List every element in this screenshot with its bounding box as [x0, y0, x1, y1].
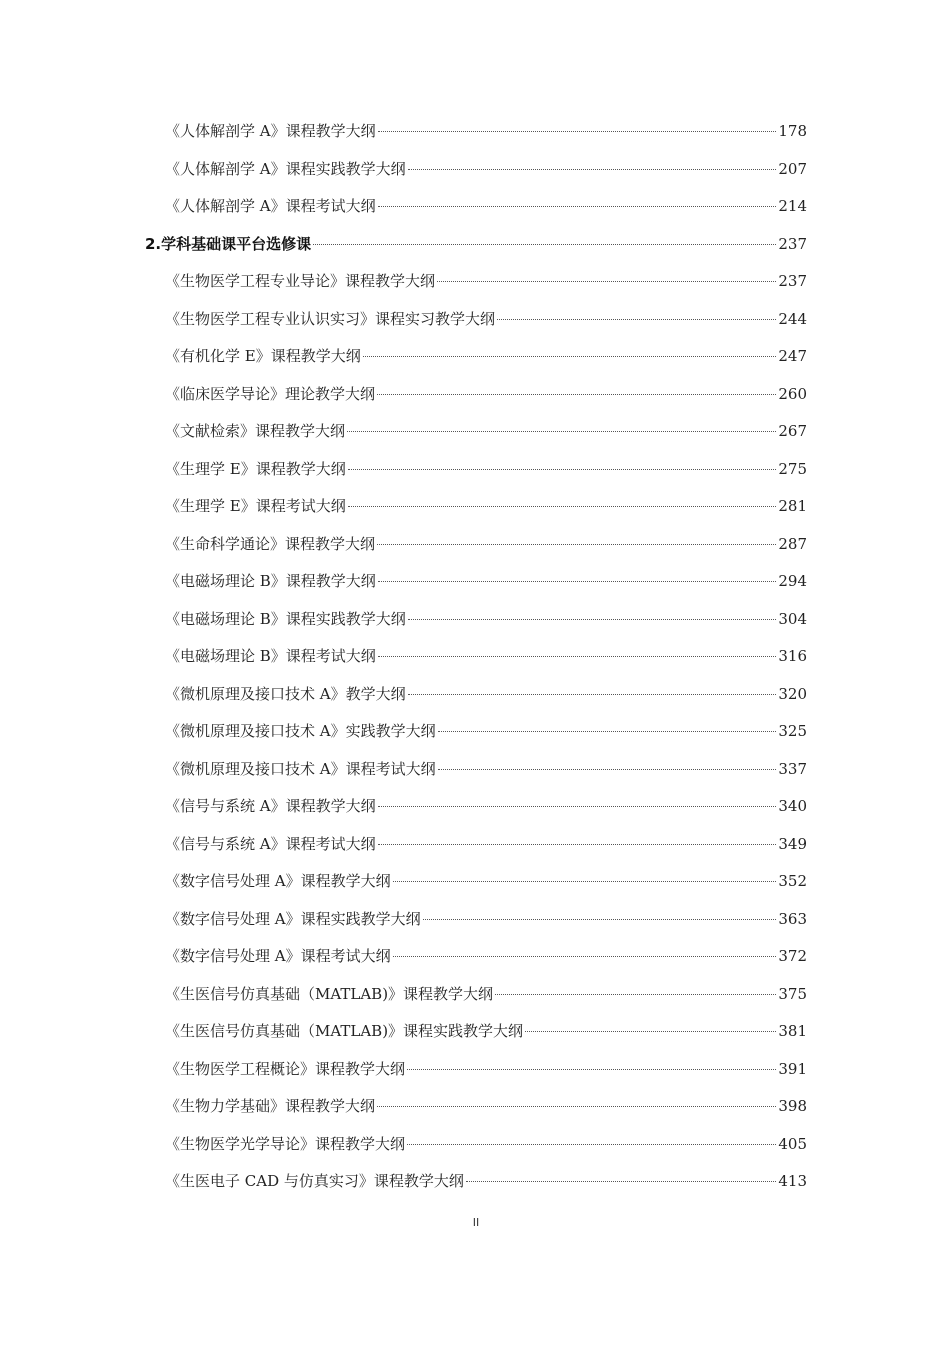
- toc-entry-page: 349: [778, 834, 807, 853]
- toc-entry-page: 325: [778, 722, 807, 740]
- toc-entry-page: 337: [778, 759, 807, 778]
- toc-entry-page: 391: [778, 1059, 807, 1078]
- dot-leader: [408, 694, 777, 695]
- table-of-contents: [145, 113, 807, 1201]
- dot-leader: [466, 1181, 776, 1182]
- dot-leader: [347, 431, 776, 432]
- toc-entry[interactable]: [145, 788, 807, 826]
- toc-entry-title: 《数字信号处理 A》课程考试大纲: [165, 947, 391, 965]
- toc-entry-page: 372: [778, 947, 807, 965]
- dot-leader: [438, 769, 777, 770]
- toc-entry[interactable]: [145, 526, 807, 564]
- toc-entry-title: 《人体解剖学 A》课程实践教学大纲: [165, 159, 406, 178]
- toc-entry-title: 《微机原理及接口技术 A》教学大纲: [165, 684, 406, 703]
- toc-entry-title: 《人体解剖学 A》课程考试大纲: [165, 197, 376, 215]
- dot-leader: [407, 1144, 776, 1145]
- toc-entry-page: 214: [778, 197, 807, 215]
- toc-entry-title: 《电磁场理论 B》课程考试大纲: [165, 647, 376, 665]
- toc-entry-title: 《微机原理及接口技术 A》实践教学大纲: [165, 722, 436, 740]
- dot-leader: [423, 919, 777, 920]
- dot-leader: [378, 206, 777, 207]
- toc-entry-page: 398: [778, 1097, 807, 1115]
- dot-leader: [313, 244, 776, 245]
- toc-entry-title: 《文献检索》课程教学大纲: [165, 422, 346, 440]
- toc-entry[interactable]: [145, 563, 807, 601]
- toc-entry[interactable]: [145, 113, 807, 151]
- toc-entry-page: 287: [778, 534, 807, 553]
- toc-entry[interactable]: [145, 1163, 807, 1201]
- toc-entry[interactable]: [145, 1013, 807, 1051]
- dot-leader: [378, 806, 777, 807]
- dot-leader: [377, 1106, 776, 1107]
- toc-entry[interactable]: [145, 826, 807, 864]
- toc-entry[interactable]: [145, 451, 807, 489]
- dot-leader: [348, 506, 777, 507]
- toc-entry-page: 267: [778, 422, 807, 440]
- toc-entry-page: 340: [778, 797, 807, 815]
- toc-entry-page: 178: [778, 122, 807, 140]
- toc-entry-title: 《电磁场理论 B》课程实践教学大纲: [165, 609, 406, 628]
- toc-entry[interactable]: [145, 1126, 807, 1164]
- toc-entry[interactable]: [145, 601, 807, 639]
- toc-entry-title: 《电磁场理论 B》课程教学大纲: [165, 572, 376, 590]
- dot-leader: [408, 619, 777, 620]
- toc-entry-title: 《生物医学工程专业认识实习》课程实习教学大纲: [165, 309, 496, 328]
- toc-entry-page: 304: [778, 609, 807, 628]
- toc-entry-page: 405: [778, 1134, 807, 1153]
- toc-entry[interactable]: [145, 301, 807, 339]
- toc-entry-title: 《生理学 E》课程教学大纲: [165, 459, 346, 478]
- dot-leader: [378, 844, 777, 845]
- dot-leader: [393, 956, 777, 957]
- toc-entry-title: 《生理学 E》课程考试大纲: [165, 497, 346, 515]
- toc-section-heading[interactable]: [145, 226, 807, 264]
- toc-entry-title: 《数字信号处理 A》课程教学大纲: [165, 872, 391, 890]
- toc-entry-title: 《生命科学通论》课程教学大纲: [165, 534, 376, 553]
- dot-leader: [438, 731, 777, 732]
- toc-entry[interactable]: [145, 938, 807, 976]
- toc-entry-title: 《生物医学工程概论》课程教学大纲: [165, 1059, 406, 1078]
- toc-entry[interactable]: [145, 863, 807, 901]
- toc-entry-page: 381: [778, 1022, 807, 1040]
- toc-entry[interactable]: [145, 1088, 807, 1126]
- toc-entry-title: 《临床医学导论》理论教学大纲: [165, 384, 376, 403]
- toc-entry[interactable]: [145, 376, 807, 414]
- toc-entry-title: 《生物医学工程专业导论》课程教学大纲: [165, 272, 436, 290]
- dot-leader: [495, 994, 776, 995]
- toc-entry-page: 275: [778, 459, 807, 478]
- toc-entry[interactable]: [145, 488, 807, 526]
- toc-entry[interactable]: [145, 1051, 807, 1089]
- toc-entry-page: 260: [778, 384, 807, 403]
- toc-entry-page: 413: [778, 1172, 807, 1190]
- dot-leader: [407, 1069, 776, 1070]
- toc-entry[interactable]: [145, 751, 807, 789]
- dot-leader: [377, 394, 776, 395]
- toc-entry-title: 《微机原理及接口技术 A》课程考试大纲: [165, 759, 436, 778]
- toc-entry-title: 《有机化学 E》课程教学大纲: [165, 347, 361, 365]
- dot-leader: [525, 1031, 776, 1032]
- toc-entry-page: 237: [778, 234, 807, 253]
- toc-entry[interactable]: [145, 338, 807, 376]
- dot-leader: [378, 131, 777, 132]
- dot-leader: [348, 469, 777, 470]
- toc-entry-title: 《生医信号仿真基础（MATLAB)》课程实践教学大纲: [165, 1022, 524, 1040]
- toc-entry-page: 281: [778, 497, 807, 515]
- toc-entry-title: 《生物力学基础》课程教学大纲: [165, 1097, 376, 1115]
- toc-entry-page: 244: [778, 309, 807, 328]
- toc-entry-page: 352: [778, 872, 807, 890]
- toc-entry[interactable]: [145, 151, 807, 189]
- toc-entry-page: 207: [778, 159, 807, 178]
- toc-entry-page: 363: [778, 909, 807, 928]
- toc-entry-page: 294: [778, 572, 807, 590]
- toc-entry[interactable]: [145, 413, 807, 451]
- toc-entry[interactable]: [145, 638, 807, 676]
- dot-leader: [408, 169, 777, 170]
- toc-entry-page: 375: [778, 984, 807, 1003]
- toc-entry[interactable]: [145, 713, 807, 751]
- toc-entry-page: 237: [778, 272, 807, 290]
- toc-entry-title: 《生物医学光学导论》课程教学大纲: [165, 1134, 406, 1153]
- dot-leader: [363, 356, 777, 357]
- dot-leader: [437, 281, 776, 282]
- toc-entry-page: 316: [778, 647, 807, 665]
- toc-entry-title: 《生医电子 CAD 与仿真实习》课程教学大纲: [165, 1172, 464, 1190]
- toc-entry-title: 《人体解剖学 A》课程教学大纲: [165, 122, 376, 140]
- dot-leader: [497, 319, 776, 320]
- page-number: II: [472, 1216, 480, 1229]
- dot-leader: [377, 544, 776, 545]
- toc-entry[interactable]: [145, 976, 807, 1014]
- toc-entry-page: 247: [778, 347, 807, 365]
- toc-entry[interactable]: [145, 676, 807, 714]
- toc-section-title: 2.学科基础课平台选修课: [145, 234, 312, 253]
- dot-leader: [378, 581, 777, 582]
- toc-entry[interactable]: [145, 263, 807, 301]
- toc-entry-title: 《数字信号处理 A》课程实践教学大纲: [165, 909, 421, 928]
- toc-entry-page: 320: [778, 684, 807, 703]
- toc-entry[interactable]: [145, 901, 807, 939]
- dot-leader: [378, 656, 777, 657]
- toc-entry-title: 《生医信号仿真基础（MATLAB)》课程教学大纲: [165, 984, 494, 1003]
- toc-entry-title: 《信号与系统 A》课程考试大纲: [165, 834, 376, 853]
- toc-entry[interactable]: [145, 188, 807, 226]
- dot-leader: [393, 881, 777, 882]
- toc-entry-title: 《信号与系统 A》课程教学大纲: [165, 797, 376, 815]
